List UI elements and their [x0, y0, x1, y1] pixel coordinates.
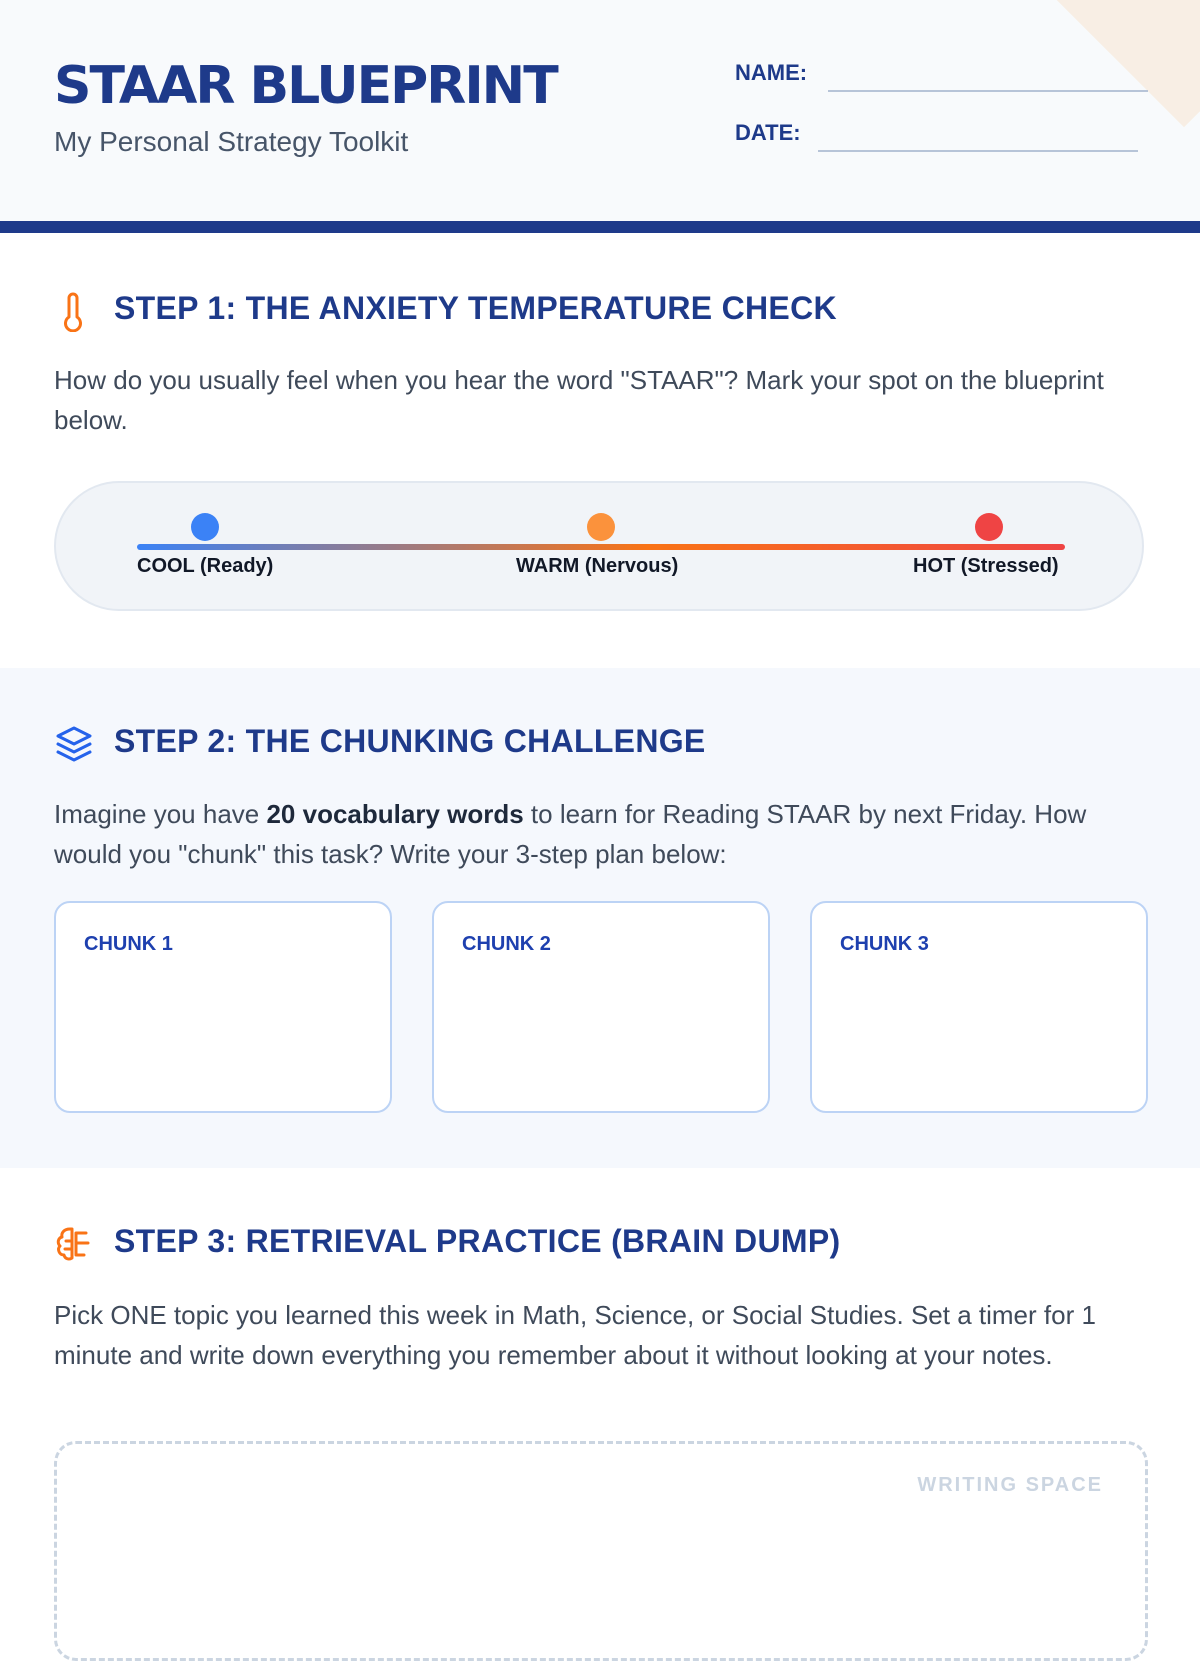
corner-decoration: [1057, 0, 1200, 127]
header-divider: [0, 221, 1200, 233]
step3-heading: STEP 3: RETRIEVAL PRACTICE (BRAIN DUMP): [114, 1223, 841, 1259]
chunk-1-label: CHUNK 1: [84, 933, 173, 955]
step2-heading: STEP 2: THE CHUNKING CHALLENGE: [114, 723, 706, 759]
writing-space-label: WRITING SPACE: [917, 1474, 1103, 1496]
page-title: STAAR BLUEPRINT: [54, 56, 557, 116]
chunk-2-label: CHUNK 2: [462, 933, 551, 955]
name-field[interactable]: [828, 90, 1148, 92]
step1-instructions: How do you usually feel when you hear the word "STAAR"? Mark your spot on the blueprint below.: [54, 365, 1104, 435]
step2-text-start: Imagine you have: [54, 799, 267, 829]
hot-label: HOT (Stressed): [913, 555, 1059, 577]
writing-space-box[interactable]: [54, 1441, 1148, 1661]
step2-instructions: [54, 794, 1144, 874]
thermometer-icon: [62, 292, 84, 337]
temperature-gradient-line: [137, 544, 1065, 550]
cool-marker[interactable]: [191, 513, 219, 541]
step2-text-end: to learn for Reading STAAR by next Friday. How would you "chunk" this task? Write your 3-step plan below:: [54, 799, 1087, 869]
date-label: DATE:: [735, 120, 801, 145]
chunk-1-box[interactable]: [54, 901, 392, 1113]
page-header: [0, 0, 1200, 221]
chunk-2-box[interactable]: [432, 901, 770, 1113]
date-field[interactable]: [818, 150, 1138, 152]
warm-label: WARM (Nervous): [516, 555, 679, 577]
step3-instructions: Pick ONE topic you learned this week in Math, Science, or Social Studies. Set a timer for 1 minute and write down everything you remember about it without looking at your notes.: [54, 1300, 1096, 1370]
hot-marker[interactable]: [975, 513, 1003, 541]
warm-marker[interactable]: [587, 513, 615, 541]
chunk-3-box[interactable]: [810, 901, 1148, 1113]
cool-label: COOL (Ready): [137, 555, 274, 577]
step1-heading: STEP 1: THE ANXIETY TEMPERATURE CHECK: [114, 290, 837, 326]
name-label: NAME:: [735, 60, 808, 85]
layers-icon: [54, 724, 94, 769]
step2-text-bold: 20 vocabulary words: [266, 799, 524, 829]
chunk-3-label: CHUNK 3: [840, 933, 929, 955]
brain-icon: [54, 1225, 92, 1268]
page-subtitle: My Personal Strategy Toolkit: [54, 126, 409, 157]
